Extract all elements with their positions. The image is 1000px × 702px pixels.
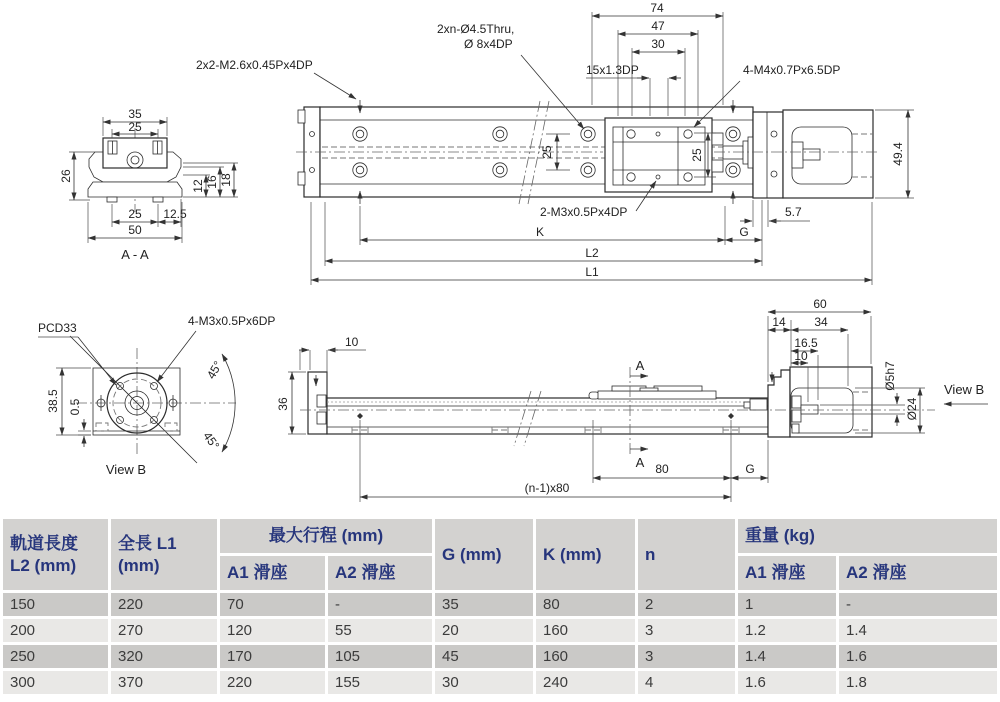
callout-m26: 2x2-M2.6x0.45Px4DP <box>196 58 313 72</box>
dim-26: 26 <box>59 169 73 183</box>
cell: 160 <box>536 645 635 668</box>
cell: 150 <box>3 593 108 616</box>
dim-n80: (n-1)x80 <box>524 481 570 495</box>
cell: 45 <box>435 645 533 668</box>
header-total-length-line2: (mm) <box>118 555 160 575</box>
view-b-pointer-label: View B <box>944 382 985 397</box>
cell: 220 <box>111 593 217 616</box>
cell: 1.4 <box>738 645 836 668</box>
dim-49-4: 49.4 <box>891 142 905 166</box>
section-a-top: A <box>635 358 645 373</box>
cell: 80 <box>536 593 635 616</box>
spec-table <box>0 516 1000 697</box>
dim-16: 16 <box>205 175 219 189</box>
cell: 300 <box>3 671 108 694</box>
cell: 3 <box>638 619 735 642</box>
cell: 320 <box>111 645 217 668</box>
dim-18: 18 <box>219 173 233 187</box>
cell: 155 <box>328 671 432 694</box>
dim-36: 36 <box>276 397 290 411</box>
table-row <box>3 645 997 668</box>
header-total-length <box>111 519 217 590</box>
side-view <box>276 297 988 502</box>
dim-0-5: 0.5 <box>68 398 82 416</box>
header-stroke-a2: A2 滑座 <box>328 556 432 590</box>
dim-10: 10 <box>345 335 359 349</box>
header-k: K (mm) <box>536 519 635 590</box>
dim-35: 35 <box>128 107 142 121</box>
dim-74: 74 <box>650 1 664 15</box>
dim-l2: L2 <box>585 246 599 260</box>
dim-10b: 10 <box>794 349 808 363</box>
cell: 160 <box>536 619 635 642</box>
dim-l1: L1 <box>585 265 599 279</box>
dim-25-bottom: 25 <box>128 207 142 221</box>
cell: 70 <box>220 593 325 616</box>
cell: - <box>328 593 432 616</box>
header-rail-length-line2: L2 (mm) <box>10 555 77 575</box>
cell: 170 <box>220 645 325 668</box>
table-row <box>3 619 997 642</box>
dim-15dp: 15x1.3DP <box>586 63 639 77</box>
cell: 1.6 <box>839 645 997 668</box>
dim-34: 34 <box>814 315 828 329</box>
dim-50: 50 <box>128 223 142 237</box>
dim-45-top: 45° <box>203 358 226 382</box>
cell: 55 <box>328 619 432 642</box>
header-rail-length <box>3 519 108 590</box>
cell: 370 <box>111 671 217 694</box>
cell: 1.4 <box>839 619 997 642</box>
cell: 3 <box>638 645 735 668</box>
header-g: G (mm) <box>435 519 533 590</box>
dim-47: 47 <box>651 19 665 33</box>
dim-d5h7: Ø5h7 <box>883 361 897 391</box>
cell: 1.2 <box>738 619 836 642</box>
section-aa-view <box>59 107 238 262</box>
cell: - <box>839 593 997 616</box>
header-stroke-a1: A1 滑座 <box>220 556 325 590</box>
header-weight-a1: A1 滑座 <box>738 556 836 590</box>
cell: 240 <box>536 671 635 694</box>
top-view <box>196 1 914 285</box>
dim-30: 30 <box>651 37 665 51</box>
callout-m3b: 4-M3x0.5Px6DP <box>188 314 276 328</box>
table-row <box>3 593 997 616</box>
dim-25-top: 25 <box>128 120 142 134</box>
cell: 120 <box>220 619 325 642</box>
header-weight-a2: A2 滑座 <box>839 556 997 590</box>
dim-25-rail: 25 <box>540 145 554 159</box>
cell: 270 <box>111 619 217 642</box>
section-aa-label: A - A <box>121 247 149 262</box>
dim-g: G <box>739 225 749 239</box>
callout-pcd: PCD33 <box>38 321 77 335</box>
cell: 200 <box>3 619 108 642</box>
callout-thru-line2: Ø 8x4DP <box>464 37 513 51</box>
cell: 4 <box>638 671 735 694</box>
dim-g-side: G <box>745 462 755 476</box>
cell: 1.6 <box>738 671 836 694</box>
section-a-bottom: A <box>635 455 645 470</box>
header-weight: 重量 (kg) <box>738 519 997 553</box>
cell: 2 <box>638 593 735 616</box>
callout-m4: 4-M4x0.7Px6.5DP <box>743 63 841 77</box>
dim-45-bottom: 45° <box>200 429 223 453</box>
cell: 220 <box>220 671 325 694</box>
header-n: n <box>638 519 735 590</box>
dim-14: 14 <box>772 315 786 329</box>
cell: 105 <box>328 645 432 668</box>
dim-k: K <box>535 225 545 239</box>
callout-m3: 2-M3x0.5Px4DP <box>540 205 628 219</box>
cell: 1 <box>738 593 836 616</box>
dim-25-block: 25 <box>690 148 704 162</box>
dim-80: 80 <box>655 462 669 476</box>
dim-16-5: 16.5 <box>794 336 818 350</box>
cell: 1.8 <box>839 671 997 694</box>
view-b <box>38 314 275 477</box>
cell: 250 <box>3 645 108 668</box>
dim-12: 12 <box>191 179 205 193</box>
callout-thru-line1: 2xn-Ø4.5Thru, <box>437 22 515 36</box>
header-max-stroke: 最大行程 (mm) <box>220 519 432 553</box>
view-b-label: View B <box>105 462 147 477</box>
header-rail-length-line1: 軌道長度 <box>10 534 78 554</box>
cell: 30 <box>435 671 533 694</box>
dim-5-7: 5.7 <box>785 205 802 219</box>
table-row <box>3 671 997 694</box>
cell: 35 <box>435 593 533 616</box>
dim-38-5: 38.5 <box>46 389 60 413</box>
dim-d24: Ø24 <box>905 397 919 421</box>
cell: 20 <box>435 619 533 642</box>
dim-12-5: 12.5 <box>163 207 187 221</box>
dim-60: 60 <box>813 297 827 311</box>
header-total-length-line1: 全長 L1 <box>118 534 177 554</box>
